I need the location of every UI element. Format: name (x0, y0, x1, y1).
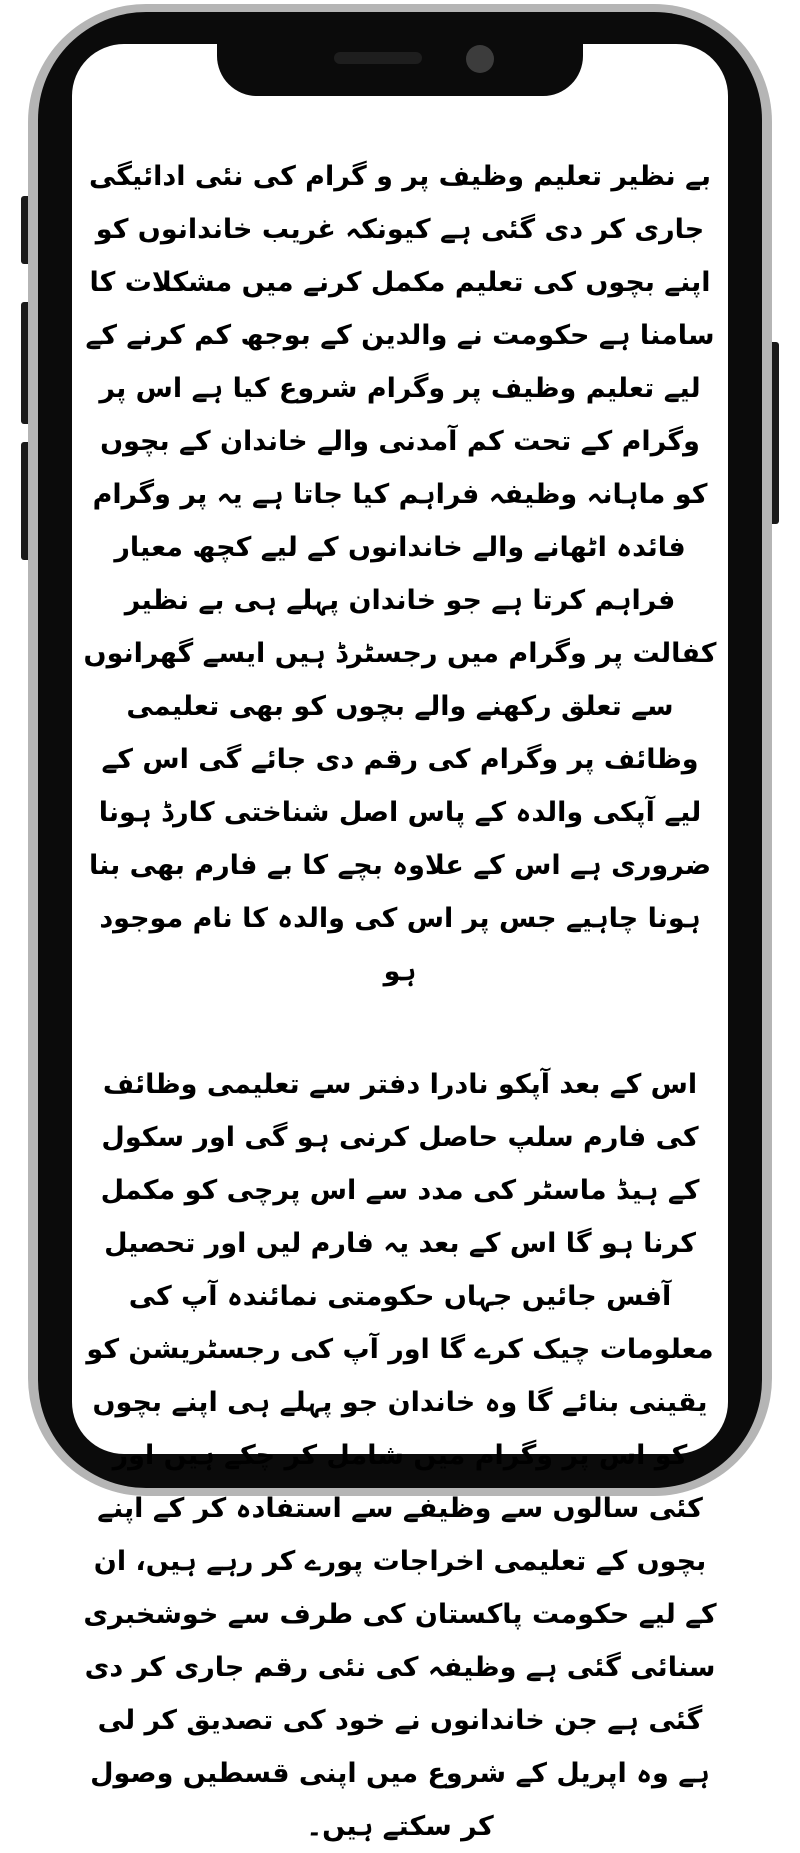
speaker-grille (334, 52, 422, 64)
article-paragraph: اس کے بعد آپکو نادرا دفتر سے تعلیمی وظائف کی فارم سلپ حاصل کرنی ہو گی اور سکول کے ہیڈ ماسٹر کی مدد سے اس پرچی کو مکمل کرنا ہو گا اس کے بعد یہ فارم لیں اور تحصیل آفس جائیں جہاں حکومتی نمائندہ آپ کی معلومات چیک کرے گا اور آپ کی رجسٹریشن کو یقینی بنائے گا وہ خاندان جو پہلے ہی اپنے بچوں کو اس پر وگرام میں شامل کر چکے ہیں اور کئی سالوں سے وظیفے سے استفادہ کر کے اپنے بچوں کے تعلیمی اخراجات پورے کر رہے ہیں، ان کے لیے حکومت پاکستان کی طرف سے خوشخبری سنائی گئی ہے وظیفہ کی نئی رقم جاری کر دی گئی ہے جن خاندانوں نے خود کی تصدیق کر لی ہے وہ اپریل کے شروع میں اپنی قسطیں وصول کر سکتے ہیں۔ (83, 1069, 717, 1842)
front-camera-icon (466, 45, 494, 73)
article-body (82, 150, 718, 1853)
article-paragraph: بے نظیر تعلیم وظیف پر و گرام کی نئی ادائیگی جاری کر دی گئی ہے کیونکہ غریب خاندانوں کو اپنے بچوں کی تعلیم مکمل کرنے میں مشکلات کا سامنا ہے حکومت نے والدین کے بوجھ کم کرنے کے لیے تعلیم وظیف پر وگرام شروع کیا ہے اس پر وگرام کے تحت کم آمدنی والے خاندان کے بچوں کو ماہانہ وظیفہ فراہم کیا جاتا ہے یہ پر وگرام فائدہ اٹھانے والے خاندانوں کے لیے کچھ معیار فراہم کرتا ہے جو خاندان پہلے ہی بے نظیر کفالت پر وگرام میں رجسٹرڈ ہیں ایسے گھرانوں سے تعلق رکھنے والے بچوں کو بھی تعلیمی وظائف پر وگرام کی رقم دی جائے گی اس کے لیے آپکی والدہ کے پاس اصل شناختی کارڈ ہونا ضروری ہے اس کے علاوہ بچے کا بے فارم بھی بنا ہونا چاہیے جس پر اس کی والدہ کا نام موجود ہو (83, 161, 717, 987)
